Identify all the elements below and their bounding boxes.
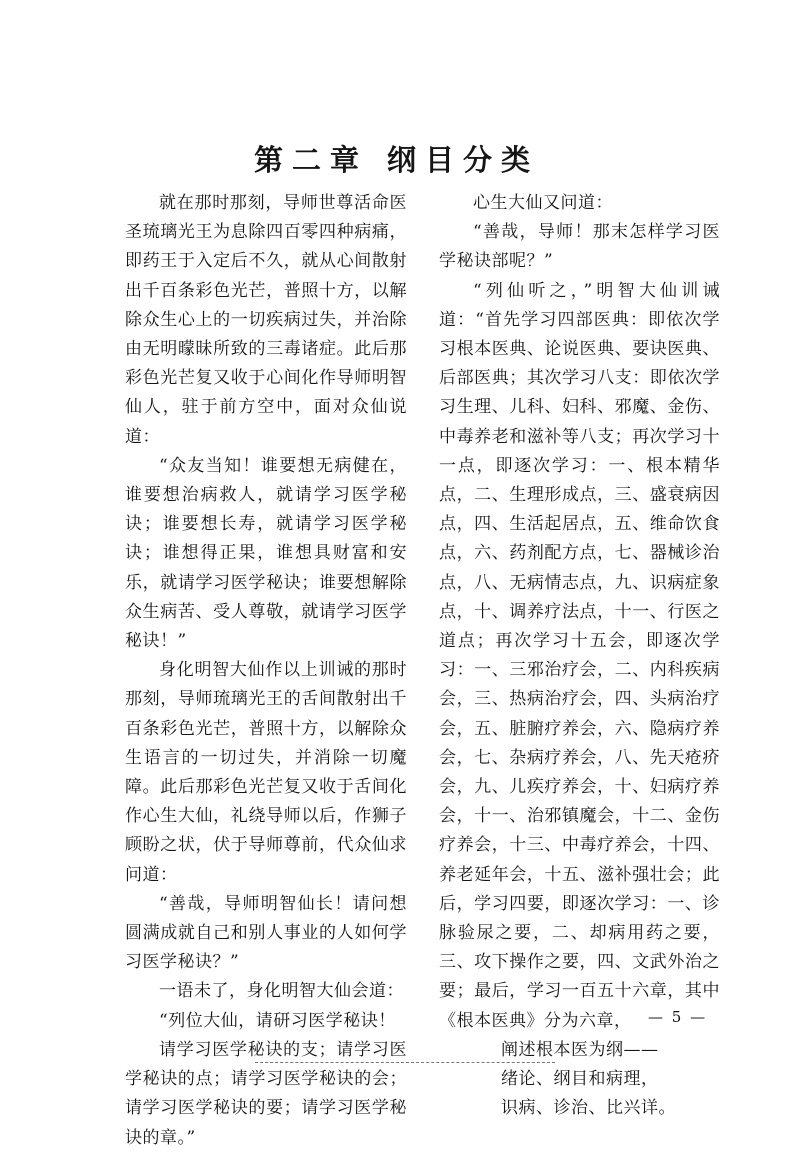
verse-block [439, 1036, 720, 1124]
right-column [439, 189, 720, 1124]
verse-line: 识病、诊治、比兴详。 [501, 1098, 676, 1119]
paragraph: 一语未了，身化明智大仙会道： [159, 981, 404, 1002]
paragraph: 就在那时那刻，导师世尊活命医圣琉璃光王为息除四百零四种病痛，即药王于入定后不久，就从心间散射出千百条彩色光芒，普照十方，以解除众生心上的一切疾病过失，并治除由无明曚昧所致的三毒诸症。此后那彩色光芒复又收于心间化作导师明智仙人，驻于前方空中，面对众仙说道： [125, 193, 407, 447]
paragraph: “善哉，导师！那末怎样学习医学秘诀部呢？” [439, 222, 720, 272]
paragraph: 心生大仙又问道： [473, 193, 613, 213]
paragraph: “列仙听之，”明智大仙训诫道：“首先学习四部医典：即依次学习根本医典、论说医典、要诀医典、后部医典；其次学习八支：即依次学习生理、儿科、妇科、邪魔、金伤、中毒养老和滋补等八支；再次学习十一点，即逐次学习：一、根本精华点，二、生理形成点，三、盛衰病因点，四、生活起居点，五、维命饮食点，六、药剂配方点，七、器械诊治点，八、无病情志点，九、识病症象点，十、调养疗法点，十一、行医之道点；再次学习十五会，即逐次学习：一、三邪治疗会，二、内科疾病会，三、热病治疗会，四、头病治疗会，五、脏腑疗养会，六、隐病疗养会，七、杂病疗养会，八、先天疮疥会，九、儿疾疗养会，十、妇病疗养会，十一、治邪镇魔会，十二、金伤疗养会，十三、中毒疗养会，十四、养老延年会，十五、滋补强壮会；此后，学习四要，即逐次学习：一、诊脉验尿之要，二、却病用药之要，三、攻下操作之要，四、文武外治之要；最后，学习一百五十六章，其中《根本医典》分为六章， [439, 280, 720, 1031]
paragraph: 身化明智大仙作以上训诫的那时那刻，导师琉璃光王的舌间散射出千百条彩色光芒，普照十方，以解除众生语言的一切过失，并消除一切魔障。此后那彩色光芒复又收于舌间化作心生大仙，礼绕导师以后，作狮子顾盼之状，伏于导师尊前，代众仙求问道： [125, 660, 407, 885]
chapter-title: 第二章 纲目分类 [253, 143, 540, 177]
left-column [125, 189, 407, 1153]
verse-line: 阐述根本医为纲—— [501, 1039, 659, 1060]
paragraph: “列位大仙，请研习医学秘诀！ [159, 1010, 396, 1031]
page-number: — 5 — [648, 1008, 708, 1026]
paragraph: 请学习医学秘诀的支；请学习医学秘诀的点；请学习医学秘诀的会；请学习医学秘诀的要；请学习医学秘诀的章。” [125, 1039, 407, 1148]
bottom-rule [255, 1062, 555, 1063]
paragraph: “众友当知！谁要想无病健在，谁要想治病救人，就请学习医学秘诀；谁要想长寿，就请学习医学秘诀；谁想得正果，谁想具财富和安乐，就请学习医学秘诀；谁要想解除众生病苦、受人尊敬，就请学习医学秘诀！” [125, 455, 407, 652]
verse-line: 绪论、纲目和病理， [501, 1069, 659, 1090]
paragraph: “善哉，导师明智仙长！请问想圆满成就自己和别人事业的人如何学习医学秘诀？” [125, 893, 407, 973]
